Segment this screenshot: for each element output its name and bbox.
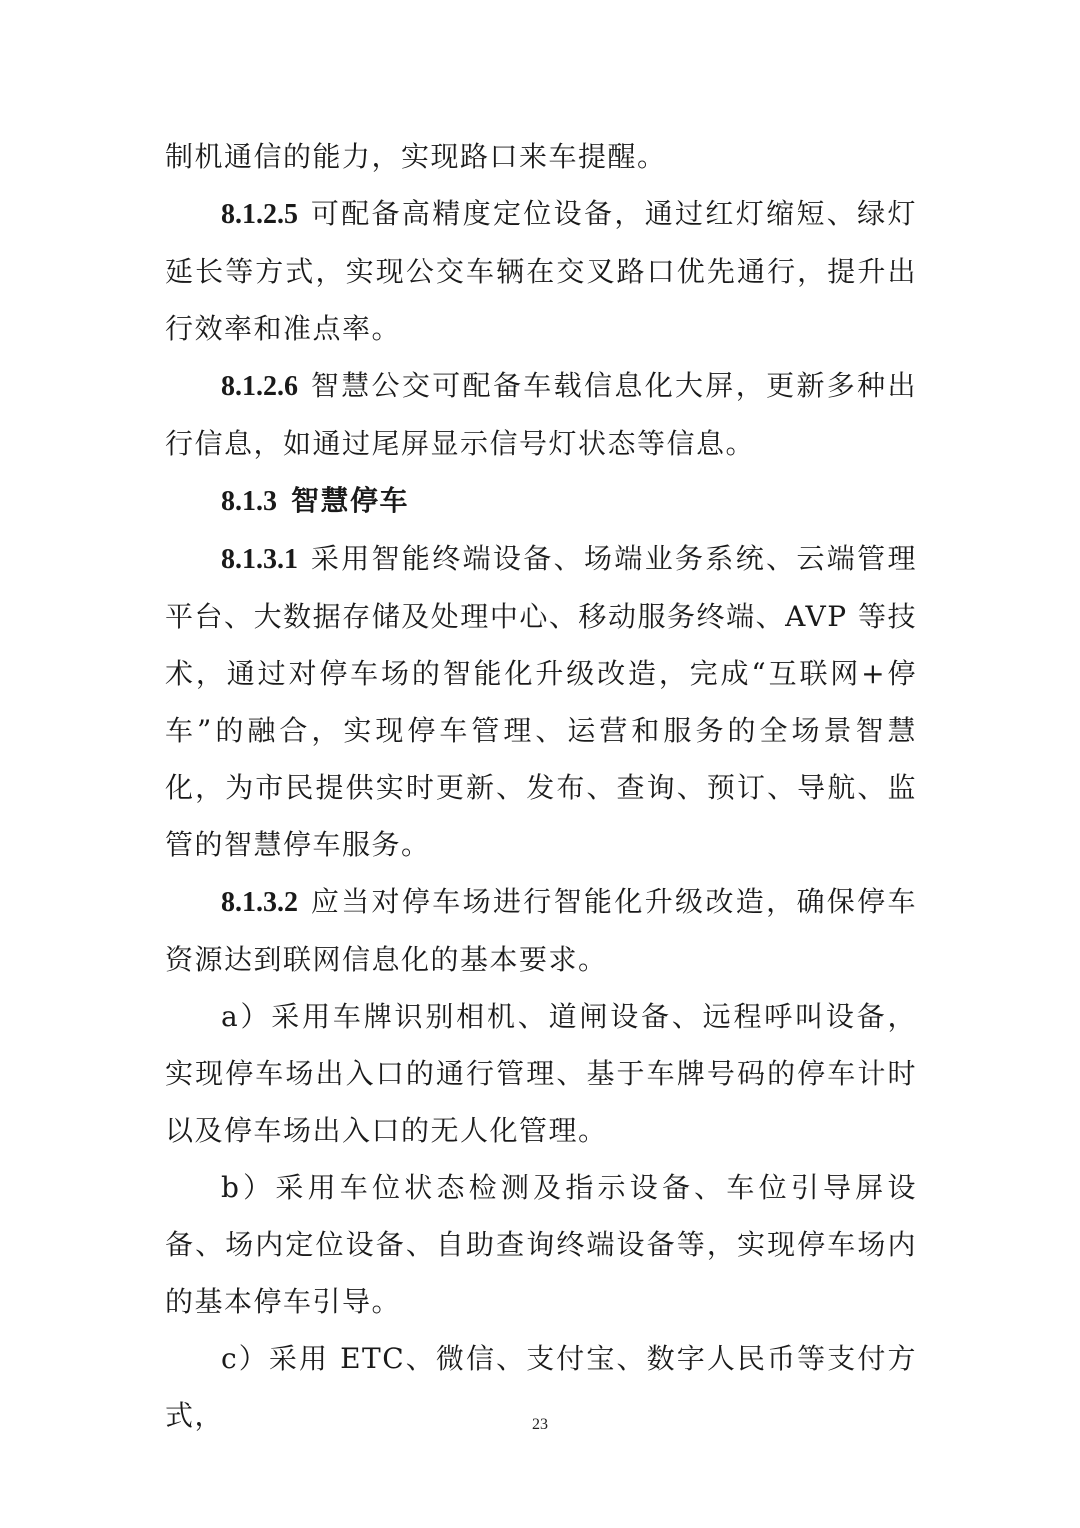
paragraph-text: 应当对停车场进行智能化升级改造，确保停车资源达到联网信息化的基本要求。 bbox=[165, 885, 917, 976]
section-number: 8.1.3 bbox=[221, 486, 277, 517]
clause-8-1-3-1 bbox=[165, 530, 917, 873]
paragraph-continuation bbox=[165, 128, 917, 185]
paragraph-text: a）采用车牌识别相机、道闸设备、远程呼叫设备，实现停车场出入口的通行管理、基于车牌号码的停车计时以及停车场出入口的无人化管理。 bbox=[165, 1000, 917, 1147]
clause-8-1-2-6 bbox=[165, 357, 917, 472]
paragraph-text: 制机通信的能力，实现路口来车提醒。 bbox=[165, 140, 667, 173]
clause-number: 8.1.2.5 bbox=[221, 199, 298, 230]
section-title: 智慧停车 bbox=[291, 484, 410, 517]
list-item-a bbox=[165, 988, 917, 1159]
clause-number: 8.1.3.2 bbox=[221, 887, 298, 918]
paragraph-text: c）采用 ETC、微信、支付宝、数字人民币等支付方式， bbox=[165, 1342, 917, 1432]
clause-number: 8.1.3.1 bbox=[221, 544, 298, 575]
paragraph-text: 采用智能终端设备、场端业务系统、云端管理平台、大数据存储及处理中心、移动服务终端、AVP 等技术，通过对停车场的智能化升级改造，完成“互联网+停车”的融合，实现停车管理、运营和服务的全场景智慧化，为市民提供实时更新、发布、查询、预订、导航、监管的智慧停车服务。 bbox=[165, 542, 917, 861]
paragraph-text: 可配备高精度定位设备，通过红灯缩短、绿灯延长等方式，实现公交车辆在交叉路口优先通行，提升出行效率和准点率。 bbox=[165, 197, 917, 345]
list-item-b bbox=[165, 1159, 917, 1330]
paragraph-text: 智慧公交可配备车载信息化大屏，更新多种出行信息，如通过尾屏显示信号灯状态等信息。 bbox=[165, 369, 917, 460]
section-heading-8-1-3 bbox=[165, 472, 917, 530]
clause-8-1-2-5 bbox=[165, 185, 917, 357]
clause-8-1-3-2 bbox=[165, 873, 917, 988]
paragraph-text: b）采用车位状态检测及指示设备、车位引导屏设备、场内定位设备、自助查询终端设备等，实现停车场内的基本停车引导。 bbox=[165, 1171, 917, 1318]
page-content bbox=[165, 128, 917, 1444]
page-number: 23 bbox=[532, 1416, 548, 1433]
clause-number: 8.1.2.6 bbox=[221, 371, 298, 402]
